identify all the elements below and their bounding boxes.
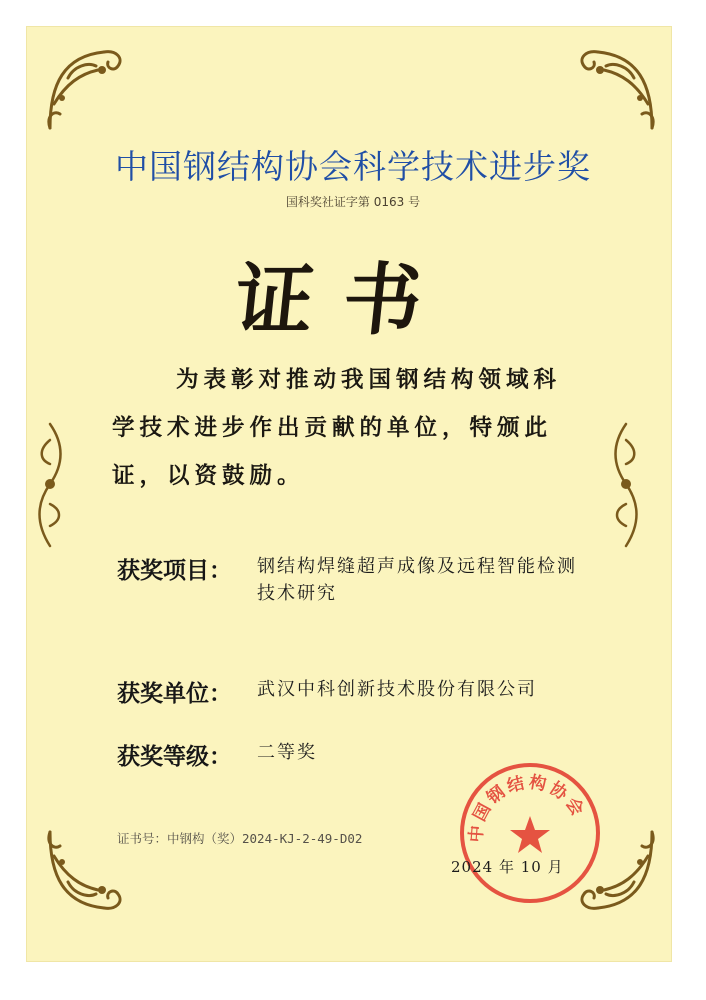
award-project-field: [117, 552, 577, 607]
award-unit-field: [117, 675, 577, 708]
issue-date: 2024 年 10 月: [451, 858, 564, 876]
corner-ornament-top-left-icon: [44, 44, 134, 134]
side-ornament-left-icon: [30, 420, 70, 550]
award-project-value: 钢结构焊缝超声成像及远程智能检测技术研究: [257, 556, 577, 604]
certificate-number: 证书号：中钢构（奖）2024-KJ-2-49-D02: [117, 831, 363, 846]
corner-ornament-top-right-icon: [568, 44, 658, 134]
official-seal-icon: [455, 758, 605, 912]
registration-number: 国科奖社证字第 0163 号: [285, 195, 421, 209]
award-level-label: 获奖等级：: [117, 744, 232, 770]
certificate-heading: 证书: [230, 255, 457, 346]
side-ornament-right-icon: [606, 420, 646, 550]
svg-text:中国钢结构协会: 中国钢结构协会: [466, 772, 589, 844]
award-unit-label: 获奖单位：: [117, 681, 232, 707]
award-level-value: 二等奖: [257, 742, 317, 763]
award-project-label: 获奖项目：: [117, 558, 232, 584]
commendation-text: 为表彰对推动我国钢结构领域科学技术进步作出贡献的单位，特颁此证，以资鼓励。: [112, 367, 562, 489]
award-title: 中国钢结构协会科学技术进步奖: [115, 147, 591, 186]
award-unit-value: 武汉中科创新技术股份有限公司: [257, 679, 537, 700]
